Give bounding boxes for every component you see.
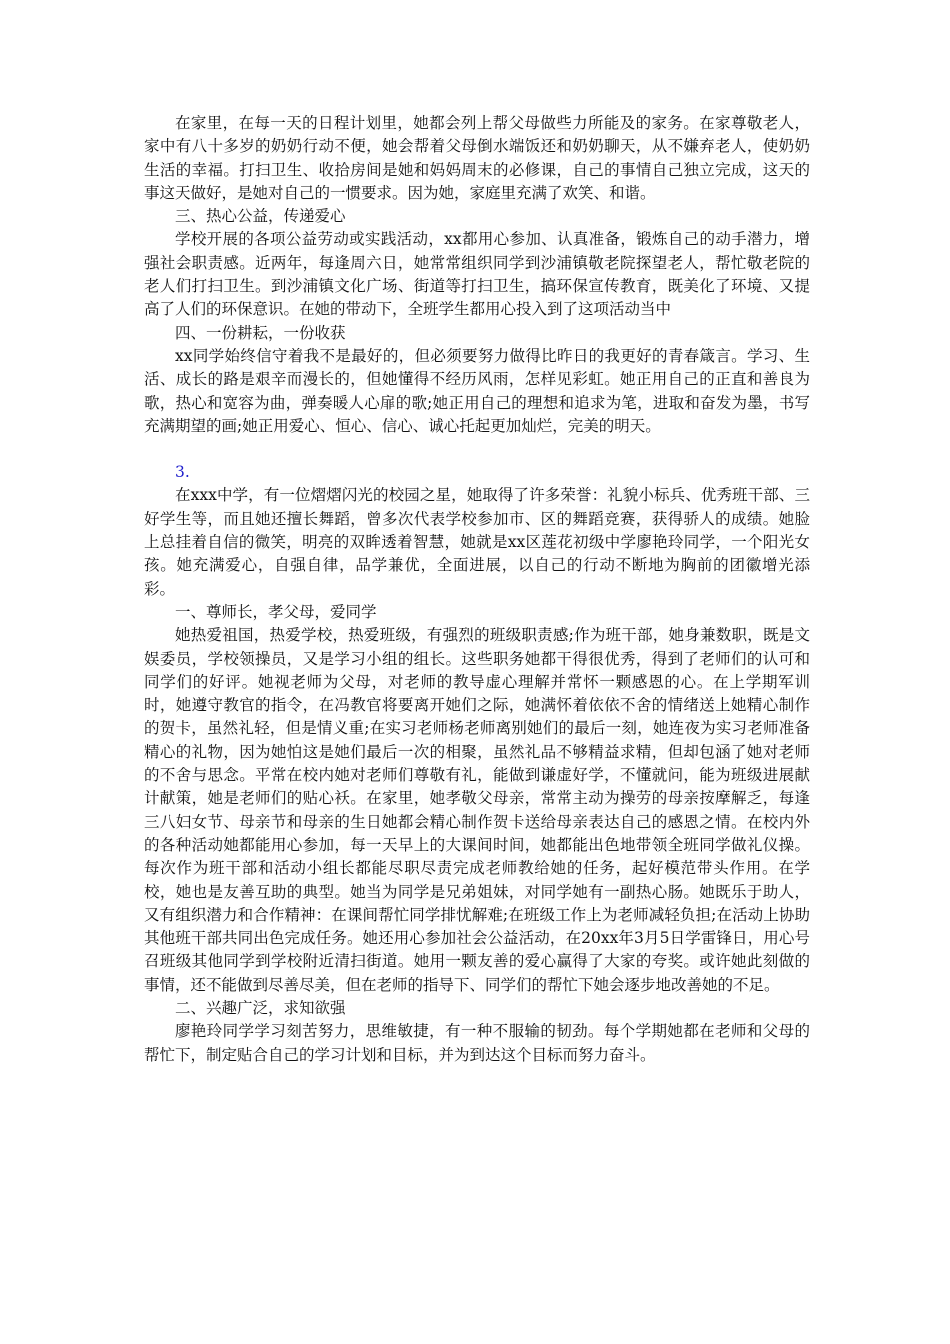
section-number: 3. bbox=[175, 463, 190, 482]
section-campus-star bbox=[144, 484, 810, 1066]
paragraph-respect-teachers: 她热爱祖国，热爱学校，热爱班级，有强烈的班级职责感;作为班干部，她身兼数职，既是文娱委员，学校领操员，又是学习小组的组长。这些职务她都干得很优秀，得到了老师们的认可和同学们的好评。她视老师为父母，对老师的教导虚心理解并常怀一颗感恩的心。在上学期军训时，她遵守教官的指令，在冯教官将要离开她们之际，她满怀着依依不舍的情绪送上她精心制作的贺卡，虽然礼轻，但是情义重;在实习老师杨老师离别她们的最后一刻，她连夜为实习老师准备精心的礼物，因为她怕这是她们最后一次的相聚，虽然礼品不够精益求精，但却包涵了她对老师的不舍与思念。平常在校内她对老师们尊敬有礼，能做到谦虚好学，不懂就问，能为班级进展献计献策，她是老师们的贴心袄。在家里，她孝敬父母亲，常常主动为操劳的母亲按摩解乏，每逢三八妇女节、母亲节和母亲的生日她都会精心制作贺卡送给母亲表达自己的感恩之情。在校内外的各种活动她都能用心参加，每一天早上的大课间时间，她都能出色地带领全班同学做礼仪操。每次作为班干部和活动小组长都能尽职尽责完成老师教给她的任务，起好模范带头作用。在学校，她也是友善互助的典型。她当为同学是兄弟姐妹，对同学她有一副热心肠。她既乐于助人，又有组织潜力和合作精神：在课间帮忙同学排忧解难;在班级工作上为老师减轻负担;在活动上协助其他班干部共同出色完成任务。她还用心参加社会公益活动，在20xx年3月5日学雷锋日，用心号召班级其他同学到学校附近清扫街道。她用一颗友善的爱心赢得了大家的夸奖。或许她此刻做的事情，还不能做到尽善尽美，但在老师的指导下、同学们的帮忙下她会逐步地改善她的不足。 bbox=[144, 626, 810, 994]
document-page bbox=[144, 112, 810, 1067]
paragraph-campus-star-intro: 在xxx中学，有一位熠熠闪光的校园之星，她取得了许多荣誉：礼貌小标兵、优秀班干部、三好学生等，而且她还擅长舞蹈，曾多次代表学校参加市、区的舞蹈竞赛，获得骄人的成绩。她脸上总挂着自信的微笑，明亮的双眸透着智慧，她就是xx区莲花初级中学廖艳玲同学，一个阳光女孩。她充满爱心，自强自律，品学兼优，全面进展，以自己的行动不断地为胸前的团徽增光添彩。 bbox=[144, 486, 810, 598]
paragraph-effort-harvest: xx同学始终信守着我不是最好的，但必须要努力做得比昨日的我更好的青春箴言。学习、生活、成长的路是艰辛而漫长的，但她懂得不经历风雨，怎样见彩虹。她正用自己的正直和善良为歌，热心和宽容为曲，弹奏暖人心扉的歌;她正用自己的理想和追求为笔，进取和奋发为墨，书写充满期望的画;她正用爱心、恒心、信心、诚心托起更加灿烂，完美的明天。 bbox=[144, 346, 810, 435]
paragraph-broad-interests: 廖艳玲同学学习刻苦努力，思维敏捷，有一种不服输的韧劲。每个学期她都在老师和父母的帮忙下，制定贴合自己的学习计划和目标，并为到达这个目标而努力奋斗。 bbox=[144, 1022, 810, 1064]
section-family-and-charity bbox=[144, 112, 810, 438]
heading-effort-harvest: 四、一份耕耘，一份收获 bbox=[175, 323, 346, 342]
heading-broad-interests: 二、兴趣广泛，求知欲强 bbox=[175, 998, 346, 1017]
paragraph-home-chores: 在家里，在每一天的日程计划里，她都会列上帮父母做些力所能及的家务。在家尊敬老人，家中有八十多岁的奶奶行动不便，她会帮着父母倒水端饭还和奶奶聊天，从不嫌弃老人，使奶奶生活的幸福。打扫卫生、收拾房间是她和妈妈周末的必修课，自己的事情自己独立完成，这天的事这天做好，是她对自己的一惯要求。因为她，家庭里充满了欢笑、和谐。 bbox=[144, 114, 810, 202]
heading-public-welfare: 三、热心公益，传递爱心 bbox=[175, 207, 346, 226]
heading-respect-teachers: 一、尊师长，孝父母，爱同学 bbox=[175, 602, 377, 621]
paragraph-public-welfare: 学校开展的各项公益劳动或实践活动，xx都用心参加、认真准备，锻炼自己的动手潜力，增强社会职责感。近两年，每逢周六日，她常常组织同学到沙浦镇敬老院探望老人，帮忙敬老院的老人们打扫卫生。到沙浦镇文化广场、街道等打扫卫生，搞环保宣传教育，既美化了环境、又提高了人们的环保意识。在她的带动下，全班学生都用心投入到了这项活动当中 bbox=[144, 230, 810, 319]
